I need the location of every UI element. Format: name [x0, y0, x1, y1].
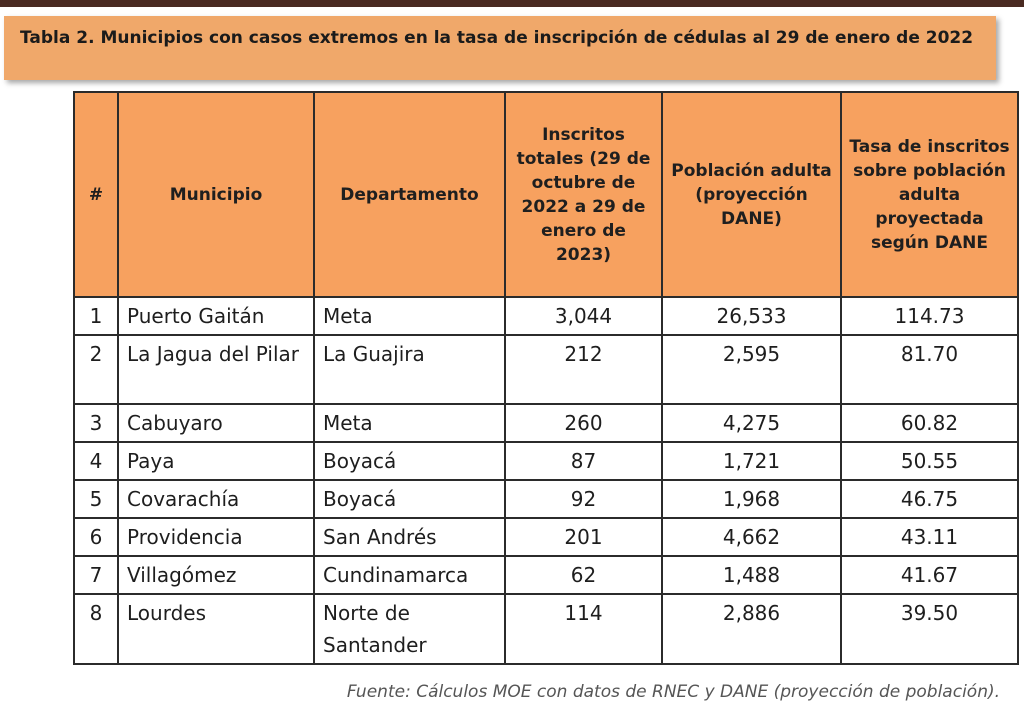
- cell-departamento: Boyacá: [314, 442, 505, 480]
- cell-poblacion: 1,968: [662, 480, 841, 518]
- cell-departamento: La Guajira: [314, 335, 505, 404]
- cell-num: 2: [74, 335, 118, 404]
- cell-departamento: Cundinamarca: [314, 556, 505, 594]
- cell-departamento: Meta: [314, 297, 505, 335]
- cell-municipio: Covarachía: [118, 480, 314, 518]
- cell-tasa: 39.50: [841, 594, 1018, 664]
- source-note: Fuente: Cálculos MOE con datos de RNEC y DANE (proyección de población).: [346, 682, 1000, 702]
- cell-departamento: San Andrés: [314, 518, 505, 556]
- cell-num: 3: [74, 404, 118, 442]
- top-border: [0, 0, 1024, 7]
- cell-tasa: 81.70: [841, 335, 1018, 404]
- cell-num: 7: [74, 556, 118, 594]
- cell-poblacion: 4,275: [662, 404, 841, 442]
- cell-departamento: Meta: [314, 404, 505, 442]
- header-departamento: Departamento: [314, 92, 505, 297]
- header-poblacion: Población adulta (proyección DANE): [662, 92, 841, 297]
- cell-num: 5: [74, 480, 118, 518]
- cell-tasa: 43.11: [841, 518, 1018, 556]
- cell-num: 8: [74, 594, 118, 664]
- header-municipio: Municipio: [118, 92, 314, 297]
- cell-departamento: Boyacá: [314, 480, 505, 518]
- cell-municipio: Lourdes: [118, 594, 314, 664]
- cell-inscritos: 201: [505, 518, 662, 556]
- cell-inscritos: 212: [505, 335, 662, 404]
- cell-tasa: 46.75: [841, 480, 1018, 518]
- cell-poblacion: 4,662: [662, 518, 841, 556]
- table-row: [74, 297, 1018, 335]
- cell-inscritos: 260: [505, 404, 662, 442]
- cell-inscritos: 92: [505, 480, 662, 518]
- cell-municipio: La Jagua del Pilar: [118, 335, 314, 404]
- cell-municipio: Puerto Gaitán: [118, 297, 314, 335]
- cell-poblacion: 2,886: [662, 594, 841, 664]
- table-row: [74, 594, 1018, 664]
- table-caption: Tabla 2. Municipios con casos extremos en la tasa de inscripción de cédulas al 29 de enero de 2022: [4, 16, 996, 80]
- cell-municipio: Paya: [118, 442, 314, 480]
- cell-num: 6: [74, 518, 118, 556]
- cell-municipio: Providencia: [118, 518, 314, 556]
- header-row: [74, 92, 1018, 297]
- cell-inscritos: 87: [505, 442, 662, 480]
- municipios-table: [73, 91, 1019, 665]
- cell-inscritos: 3,044: [505, 297, 662, 335]
- cell-inscritos: 62: [505, 556, 662, 594]
- cell-municipio: Villagómez: [118, 556, 314, 594]
- table-row: [74, 556, 1018, 594]
- cell-poblacion: 2,595: [662, 335, 841, 404]
- cell-poblacion: 1,488: [662, 556, 841, 594]
- cell-tasa: 50.55: [841, 442, 1018, 480]
- table-row: [74, 518, 1018, 556]
- header-inscritos: Inscritos totales (29 de octubre de 2022 a 29 de enero de 2023): [505, 92, 662, 297]
- table-row: [74, 335, 1018, 404]
- cell-tasa: 114.73: [841, 297, 1018, 335]
- cell-tasa: 60.82: [841, 404, 1018, 442]
- cell-municipio: Cabuyaro: [118, 404, 314, 442]
- table-row: [74, 480, 1018, 518]
- cell-num: 1: [74, 297, 118, 335]
- table-row: [74, 442, 1018, 480]
- cell-tasa: 41.67: [841, 556, 1018, 594]
- cell-poblacion: 1,721: [662, 442, 841, 480]
- table-row: [74, 404, 1018, 442]
- header-num: #: [74, 92, 118, 297]
- cell-inscritos: 114: [505, 594, 662, 664]
- cell-poblacion: 26,533: [662, 297, 841, 335]
- header-tasa: Tasa de inscritos sobre población adulta proyectada según DANE: [841, 92, 1018, 297]
- cell-departamento: Norte de Santander: [314, 594, 505, 664]
- cell-num: 4: [74, 442, 118, 480]
